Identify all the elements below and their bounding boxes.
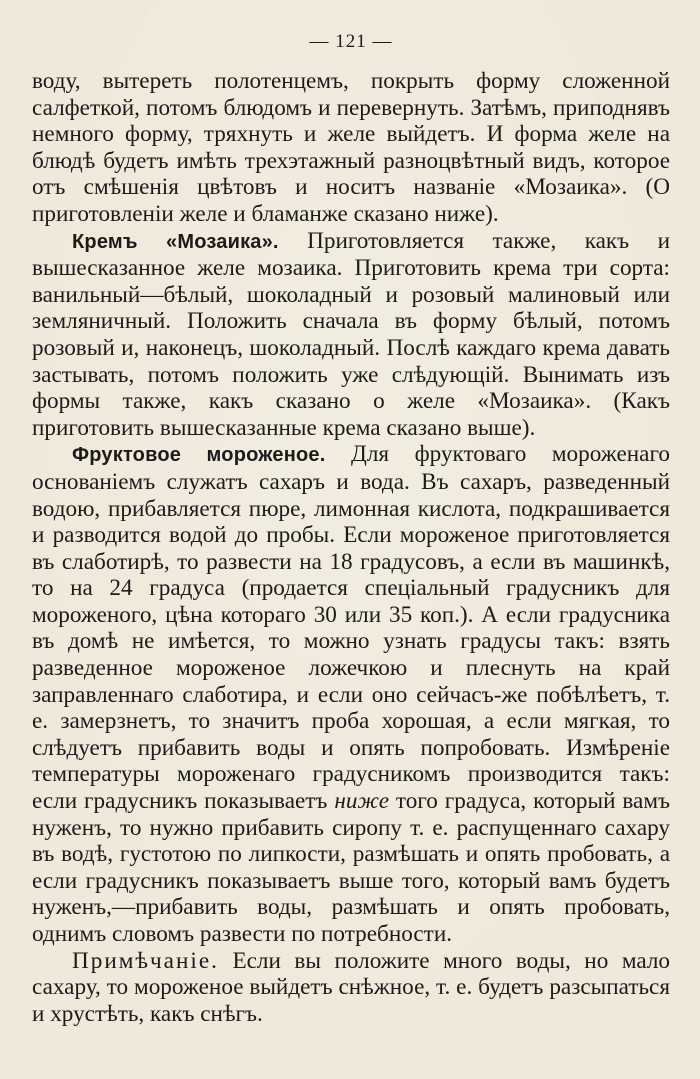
- emphasis-word: ниже: [334, 788, 389, 815]
- paragraph-note: [32, 948, 670, 1028]
- paragraph-text: воду, вытереть полотенцемъ, покрыть форму сложенной салфеткой, потомъ блюдомъ и перевернуть. Затѣмъ, приподнявъ немного форму, тряхнуть и желе выйдетъ. И форма желе на блюдѣ будетъ имѣть трехэтажный разноцвѣтный видъ, которое отъ смѣшенія цвѣтовъ и носитъ названіе «Мозаика». (О приготовленіи желе и бламанже сказано ниже).: [32, 68, 670, 227]
- paragraph-fruit-ice-cream: [32, 441, 670, 947]
- recipe-heading-cream-mosaic: Кремъ «Мозаика».: [72, 230, 279, 253]
- paragraph-text: Если вы положите много воды, но мало сахару, то мороженое выйдетъ снѣжное, т. е. будетъ разсыпаться и хрустѣть, какъ снѣгъ.: [32, 947, 670, 1027]
- paragraph-text: того градуса, который вамъ нуженъ, то нужно прибавить сиропу т. е. распущеннаго сахару въ водѣ, густотою по липкости, размѣшать и опять пробовать, а если градусникъ показываетъ выше того, который вамъ будетъ нуженъ,—прибавить воды, размѣшать и опять пробовать, однимъ словомъ развести по потребности.: [32, 788, 671, 947]
- paragraph-text: Для фруктоваго мороженаго основаніемъ служатъ сахаръ и вода. Въ сахаръ, разведенный водою, прибавляется пюре, лимонная кислота, подкрашивается и разводится водой до пробы. Если мороженое приготовляется въ слаботирѣ, то развести на 18 градусовъ, а если въ машинкѣ, то на 24 градуса (продается спеціальный градусникъ для мороженого, цѣна котораго 30 или 35 коп.). А если градусника въ домѣ не имѣется, то можно узнать градусы такъ: взять разведенное мороженое ложечкою и плеснуть на край заправленнаго слаботира, и если оно сейчасъ-же побѣлѣетъ, т. е. замерзнетъ, то значитъ проба хорошая, а если мягкая, то слѣдуетъ прибавить воды и опять попробовать. Измѣреніе температуры мороженаго градусникомъ производится такъ: если градусникъ показываетъ: [32, 441, 670, 815]
- paragraph-mosaic-jelly-end: [32, 68, 670, 228]
- recipe-heading-fruit-ice-cream: Фруктовое мороженое.: [72, 444, 326, 467]
- paragraph-text: Приготовляется также, какъ и вышесказанное желе мозаика. Приготовить крема три сорта: ванильный—бѣлый, шоколадный и розовый малиновый или земляничный. Положить сначала въ форму бѣлый, потомъ розовый и, наконецъ, шоколадный. Послѣ каждаго крема давать застывать, потомъ положить уже слѣдующій. Вынимать изъ формы также, какъ сказано о желе «Мозаика». (Какъ приготовить вышесказанные крема сказано выше).: [32, 227, 670, 441]
- note-heading: Примѣчаніе.: [72, 947, 219, 974]
- page-number: — 121 —: [309, 31, 393, 52]
- paragraph-cream-mosaic: [32, 228, 670, 442]
